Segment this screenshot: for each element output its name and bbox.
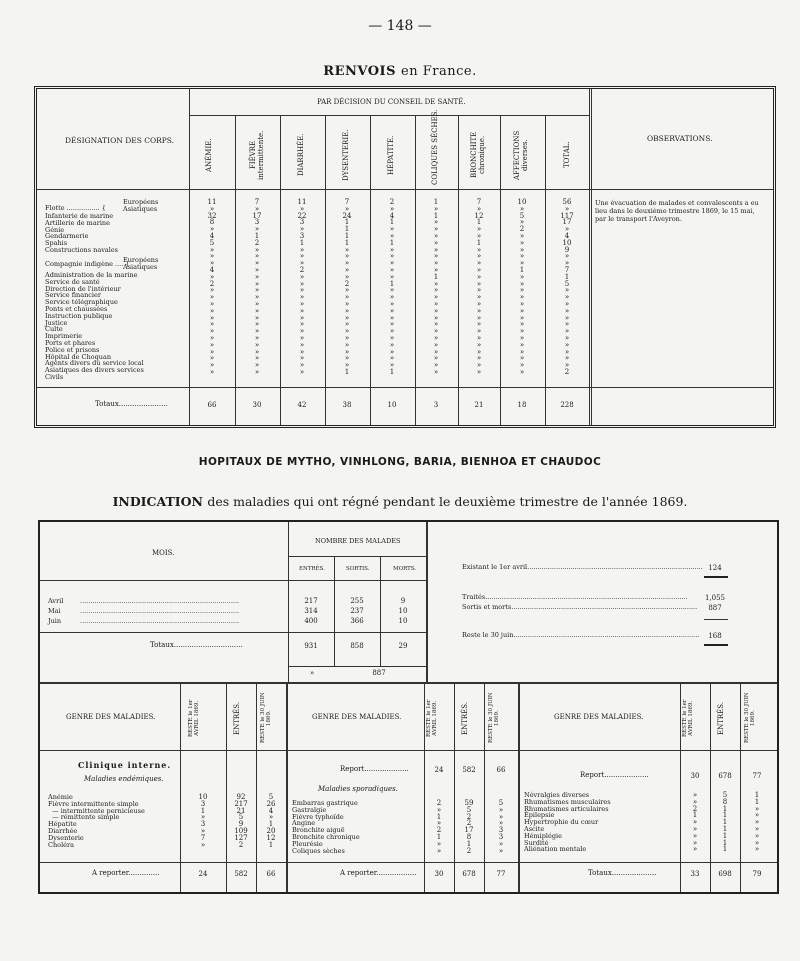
- t1-total: 18: [517, 401, 527, 409]
- title-indication-rest: des maladies qui ont régné pendant le deuxième trimestre de l'année 1869.: [207, 494, 688, 509]
- t2-group1-labels: Anémie Fièvre intermittente simple — intermittente pernicieuse — rémittente simple Hépatite Diarrhée Dysenterie Choléra: [48, 793, 145, 849]
- t2-sporadiques: Maladies sporadiques.: [318, 785, 398, 793]
- t2-a-reporter-2: A reporter..................: [340, 869, 417, 877]
- t2-sortis-morts-label: Sortis et morts: [462, 603, 512, 611]
- col-affections: AFFECTIONS diverses.: [513, 130, 529, 180]
- t1-col-values: 7 » 12 1 » » 1 » » » » » » » » » » » » » » » » » » »: [474, 198, 484, 376]
- t2-reporter2-v: 30: [434, 870, 444, 878]
- flotte-label: Flotte: [45, 204, 65, 212]
- t2-month-leaders: ............................................................................. ............................................................................. .............................................................................: [80, 597, 240, 625]
- compagnie-label: Compagnie indigène: [45, 260, 113, 268]
- col-total: TOTAL.: [563, 141, 571, 169]
- t1-total: 66: [207, 401, 217, 409]
- t2-col-reste-juin: RESTE le 30 JUIN 1869.: [488, 692, 500, 744]
- t1-col-values: 7 » 24 1 1 1 1 » » » » » 2 » » » » » » » » » » » » 1: [342, 198, 352, 376]
- t2-group2-reste-juin: 5 » » » 3 3 » »: [498, 799, 504, 855]
- t2-tot3-v: 33: [690, 870, 700, 878]
- col-bronchite: BRONCHITE chronique.: [470, 131, 486, 179]
- t2-group3-labels: Névralgies diverses Rhumatismes musculaires Rhumatismes articulaires Épilepsie Hypertrophie du cœur Ascite Hémiplégie Surdité Aliénation mentale: [524, 791, 611, 854]
- t2-traites: Traités..................................................................................................: [462, 593, 688, 601]
- t2-tot3-v: 698: [718, 870, 732, 878]
- t2-raquo: »: [309, 669, 315, 677]
- t2-col-reste-juin: RESTE le 30 JUIN 1869.: [260, 692, 272, 744]
- t2-group2-labels: Embarras gastrique Gastralgie Fièvre typhoïde Angine Bronchite aiguë Bronchite chronique Pleurésie Coliques sèches: [292, 799, 360, 855]
- col-dysenterie: DYSENTERIE.: [342, 129, 350, 181]
- t2-group2-reste-avril: 2 » 1 » 2 1 » »: [436, 799, 442, 855]
- t1-total: 3: [433, 401, 439, 409]
- renvois-table: [34, 86, 776, 428]
- title-renvois-rest: en France.: [401, 64, 477, 79]
- t2-reporter1-v: 24: [198, 870, 208, 878]
- t2-reste-label: Reste le 30 juin: [462, 631, 514, 639]
- t2-entres-values: 217 314 400: [304, 597, 318, 625]
- t2-report2-v: 24: [434, 766, 444, 774]
- col-fievre: FIÈVRE intermittente.: [249, 130, 265, 180]
- title-indication-word: INDICATION: [112, 494, 203, 509]
- t1-col-values: 1 » 1 » » » » » » » » 1 » » » » » » » » » » » » » »: [433, 198, 439, 376]
- t2-totaux-word: Totaux: [150, 641, 174, 649]
- t2-report-3: Report....................: [580, 771, 649, 779]
- t1-rows-a: Infanterie de marine Artillerie de marine Génie Gendarmerie Spahis Constructions navales: [45, 212, 119, 254]
- title-renvois-main: RENVOIS: [323, 64, 397, 79]
- t2-totaux-3-word: Totaux: [588, 869, 612, 877]
- col-coliques: COLIQUES SÈCHES.: [431, 109, 439, 185]
- t2-nombre-header: NOMBRE DES MALADES: [315, 537, 401, 545]
- row-flotte-europeens: Européens: [123, 198, 159, 206]
- row-flotte-asiatiques: Asiatiques: [123, 205, 158, 213]
- t2-sortis-morts: Sortis et morts..........................................................................................: [462, 603, 698, 611]
- t2-col-reste-avril: RESTE le 1er AVRIL 1869.: [426, 699, 438, 737]
- t2-group1-entres: 92 217 21 5 9 109 127 2: [234, 793, 248, 849]
- t2-group3-reste-juin: 1 1 » » » » » » »: [754, 791, 760, 854]
- t2-report-3-word: Report: [580, 771, 605, 779]
- t2-sortis-values: 255 237 366: [350, 597, 364, 625]
- t2-a-reporter-1-word: A reporter: [92, 869, 129, 877]
- t1-col-values: 10 » 5 » 2 » » » » » 1 » » » » » » » » » » » » » » »: [517, 198, 527, 376]
- t2-report3-v: 77: [752, 772, 762, 780]
- title-renvois: [0, 64, 800, 79]
- t2-reste-value: 168: [708, 632, 722, 640]
- t2-group2-entres: 59 5 2 2 17 8 1 2: [464, 799, 474, 855]
- t2-report2-v: 66: [496, 766, 506, 774]
- row-compagnie-europeens: Européens: [123, 256, 159, 264]
- t1-designation-header: DÉSIGNATION DES CORPS.: [65, 136, 175, 145]
- t1-total: 38: [342, 401, 352, 409]
- t2-reporter1-v: 66: [266, 870, 276, 878]
- t2-entres-header: ENTRÉS.: [299, 566, 325, 572]
- row-compagnie: Compagnie indigène .... {: [45, 260, 130, 268]
- t2-col-entres: ENTRÉS.: [461, 701, 469, 735]
- t1-col-values: 11 » 32 8 » 4 5 » » » 4 » 2 » » » » » » » » » » » » »: [207, 198, 217, 376]
- t1-header-group: PAR DÉCISION DU CONSEIL DE SANTÉ.: [317, 98, 466, 106]
- t1-total: 10: [387, 401, 397, 409]
- t1-total: 42: [297, 401, 307, 409]
- t2-col-reste-juin: RESTE le 30 JUIN 1869.: [744, 692, 756, 744]
- t2-months: Avril Mai Juin: [48, 597, 64, 625]
- t2-report2-v: 582: [462, 766, 476, 774]
- t2-mois-header: MOIS.: [152, 549, 175, 557]
- col-hepatite: HÉPATITE.: [387, 135, 395, 175]
- t2-existant-label: Existant le 1er avril: [462, 563, 528, 571]
- col-diarrhee: DIARRHÉE.: [297, 133, 305, 177]
- t1-col-values: 2 » 4 1 » » 1 » » » » » 1 » » » » » » » » » » » » 1: [389, 198, 395, 376]
- t2-report-2-word: Report: [340, 765, 365, 773]
- t2-reporter1-v: 582: [234, 870, 248, 878]
- t2-morts-values: 9 10 10: [398, 597, 408, 625]
- t1-observations-header: OBSERVATIONS.: [647, 134, 713, 143]
- t2-a-reporter-2-word: A reporter: [340, 869, 377, 877]
- t2-morts-header: MORTS.: [393, 566, 417, 572]
- t2-a-reporter-1: A reporter..............: [92, 869, 160, 877]
- t2-col-reste-avril: RESTE le 1er AVRIL 1869.: [682, 699, 694, 737]
- col-anemie: ANÉMIE.: [205, 138, 213, 172]
- t2-group3-reste-avril: » » 2 1 » » » » »: [692, 791, 698, 854]
- t1-observation-text: Une évacuation de malades et convalescents a eu lieu dans le deuxième trimestre 1869, le 15 mai, par le transport l'Aveyron.: [595, 199, 759, 223]
- t2-totaux-label: Totaux...............................: [150, 641, 243, 649]
- t1-totals-label: Totaux......................: [95, 400, 168, 408]
- t2-clinique-interne: Clinique interne.: [78, 760, 172, 770]
- title-indication: [0, 494, 800, 509]
- t2-endemiques: Maladies endémiques.: [84, 775, 164, 783]
- t2-report-2: Report....................: [340, 765, 409, 773]
- t1-col-values: 11 » 22 3 » 3 1 » » » 2 » » » » » » » » » » » » » » »: [297, 198, 307, 376]
- t1-total: 228: [560, 401, 574, 409]
- t2-reporter2-v: 77: [496, 870, 506, 878]
- t2-traites-value: 1,055: [704, 594, 726, 602]
- t2-sortis-header: SORTIS.: [346, 566, 370, 572]
- t1-rows-b: Administration de la marine Service de santé Direction de l'intérieur Service financier Service télégraphique Ponts et chaussées Instruction publique Justice Culte Imprimerie Ports et phares Police et prisons Hôpital de Choquan Agents divers du service local Asiatiques des divers services Civils: [45, 271, 144, 381]
- t2-reste: Reste le 30 juin..........................................................................................: [462, 631, 700, 639]
- t1-total: 30: [252, 401, 262, 409]
- t1-col-values: 56 » 117 17 » 4 10 9 » » 7 1 5 » » » » » » » » » » » » 2: [560, 198, 574, 376]
- t2-existant-value: 124: [708, 564, 722, 572]
- t2-existant: Existant le 1er avril.....................................................................................: [462, 563, 703, 571]
- t2-totaux-3: Totaux....................: [588, 869, 657, 877]
- t1-col-values: 7 » 17 3 » 1 2 » » » » » » » » » » » » » » » » » » »: [252, 198, 262, 376]
- t1-totals-word: Totaux: [95, 400, 119, 408]
- indication-table: [38, 520, 779, 894]
- title-hopitaux: HOPITAUX DE MYTHO, VINHLONG, BARIA, BIENHOA ET CHAUDOC: [198, 456, 602, 468]
- row-flotte: Flotte ................ {: [45, 204, 106, 212]
- t2-col-reste-avril: RESTE le 1er AVRIL 1869.: [188, 699, 200, 737]
- row-compagnie-asiatiques: Asiatiques: [123, 263, 158, 271]
- t2-sortis-morts-value: 887: [708, 604, 722, 612]
- t2-sum: 887: [372, 669, 386, 677]
- page-number: — 148 —: [368, 18, 432, 34]
- t2-report3-v: 678: [718, 772, 732, 780]
- t2-reporter2-v: 678: [462, 870, 476, 878]
- t2-total-entres: 931: [304, 642, 318, 650]
- t2-genre-header-1: GENRE DES MALADIES.: [66, 713, 156, 721]
- t1-total: 21: [474, 401, 484, 409]
- t2-total-sortis: 858: [350, 642, 364, 650]
- t2-group1-reste-juin: 5 26 4 » 1 20 12 1: [266, 793, 276, 849]
- t2-col-entres: ENTRÉS.: [233, 701, 241, 735]
- t2-traites-label: Traités: [462, 593, 486, 601]
- t2-genre-header-3: GENRE DES MALADIES.: [554, 713, 644, 721]
- t2-group1-reste-avril: 10 3 1 » 3 » 7 »: [198, 793, 208, 849]
- t2-genre-header-2: GENRE DES MALADIES.: [312, 713, 402, 721]
- t2-report3-v: 30: [690, 772, 700, 780]
- t2-group3-entres: 5 8 1 1 1 1 1 1 1: [722, 791, 728, 854]
- t2-tot3-v: 79: [752, 870, 762, 878]
- t2-col-entres: ENTRÉS.: [717, 701, 725, 735]
- t2-total-morts: 29: [398, 642, 408, 650]
